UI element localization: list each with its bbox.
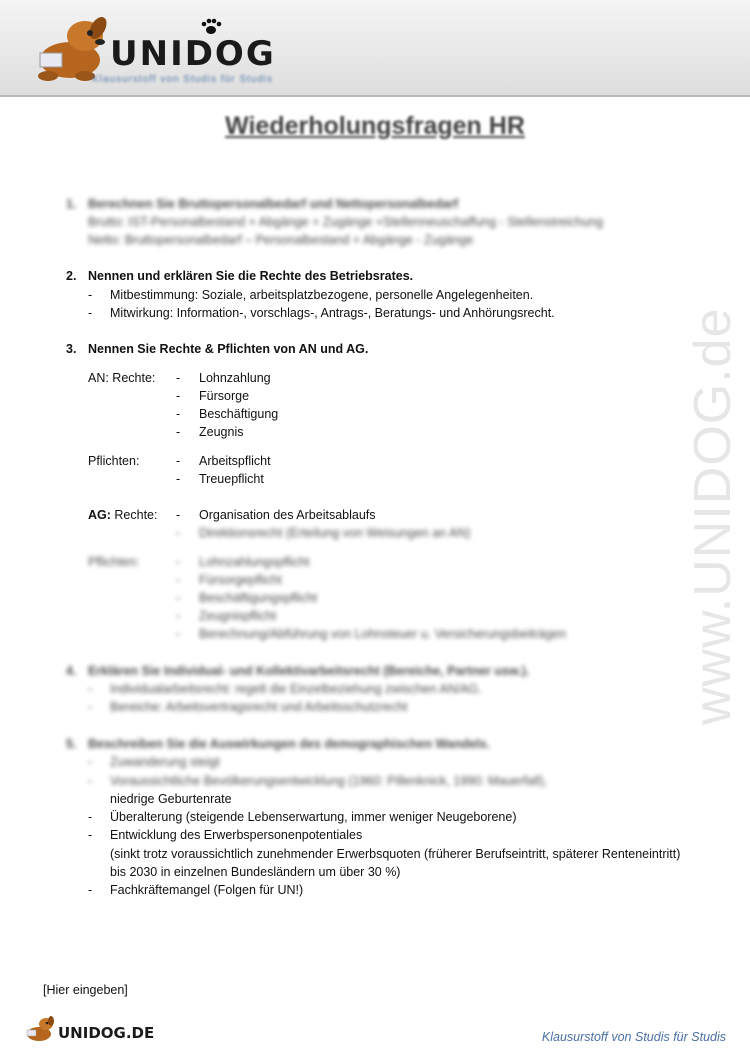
- q2-heading: Nennen und erklären Sie die Rechte des Betriebsrates.: [88, 269, 414, 283]
- dog-logo-icon: [30, 8, 120, 84]
- an-recht-item: Lohnzahlung: [199, 371, 271, 385]
- footer-tagline: Klausurstoff von Studis für Studis: [541, 1030, 726, 1044]
- ag-label: AG:: [88, 508, 111, 522]
- ag-rechte-word: Rechte:: [110, 508, 158, 522]
- an-recht-item: Beschäftigung: [199, 407, 279, 421]
- bullet-dash: -: [176, 371, 181, 385]
- q5-item: Fachkräftemangel (Folgen für UN!): [110, 883, 304, 897]
- q3-heading: Nennen Sie Rechte & Pflichten von AN und AG.: [88, 342, 369, 356]
- q5-item: Entwicklung des Erwerbspersonenpotentiales: [110, 828, 363, 842]
- bullet-dash: -: [176, 454, 181, 468]
- bullet-dash: -: [176, 591, 181, 605]
- q4-item: Individualarbeitsrecht: regelt die Einzelbeziehung zwischen AN/AG.: [110, 682, 482, 696]
- dog-logo-icon: [24, 1014, 58, 1044]
- q2-number: 2.: [66, 269, 77, 283]
- ag-recht-item: Organisation des Arbeitsablaufs: [199, 508, 376, 522]
- ag-rechte-label: [88, 507, 157, 523]
- bullet-dash: -: [176, 508, 181, 522]
- q5-number: 5.: [66, 737, 77, 751]
- bullet-dash: -: [176, 609, 181, 623]
- bullet-dash: -: [176, 555, 181, 569]
- an-recht-item: Fürsorge: [199, 389, 250, 403]
- q5-item: Voraussichtliche Bevölkerungsentwicklung (1960: Pillenknick, 1990: Mauerfall),: [110, 774, 548, 788]
- bullet-dash: -: [88, 883, 93, 897]
- page-header: [0, 0, 750, 97]
- an-rechte-label: AN: Rechte:: [88, 371, 156, 385]
- bullet-dash: -: [88, 288, 93, 302]
- bullet-dash: -: [88, 306, 93, 320]
- q4-item: Bereiche: Arbeitsvertragsrecht und Arbeitsschutzrecht: [110, 700, 408, 714]
- bullet-dash: -: [88, 810, 93, 824]
- bullet-dash: -: [88, 700, 93, 714]
- ag-pflicht-item: Berechnung/Abführung von Lohnsteuer u. Versicherungsbeiträgen: [199, 627, 566, 641]
- q5-item-continuation: (sinkt trotz voraussichtlich zunehmender Erwerbsquoten (früherer Berufseintritt, späterer Renteneintritt): [110, 847, 681, 861]
- ag-recht-item: Direktionsrecht (Erteilung von Weisungen an AN): [199, 526, 471, 540]
- q5-item: Zuwanderung steigt: [110, 755, 220, 769]
- brand-name: UNIDOG: [110, 34, 276, 74]
- bullet-dash: -: [176, 472, 181, 486]
- ag-pflicht-item: Zeugnispflicht: [199, 609, 277, 623]
- bullet-dash: -: [88, 755, 93, 769]
- q1-line-1: Brutto: IST-Personalbestand + Abgänge + Zugänge +Stellenneuschaffung - Stellenstreichung: [88, 215, 604, 229]
- bullet-dash: -: [88, 682, 93, 696]
- bullet-dash: -: [176, 389, 181, 403]
- bullet-dash: -: [88, 774, 93, 788]
- q1-number: 1.: [66, 197, 77, 211]
- ag-pflicht-item: Lohnzahlungspflicht: [199, 555, 310, 569]
- q4-number: 4.: [66, 664, 77, 678]
- bullet-dash: -: [176, 627, 181, 641]
- q1-line-2: Netto: Bruttopersonalbedarf – Personalbestand + Abgänge - Zugänge: [88, 233, 474, 247]
- bullet-dash: -: [176, 425, 181, 439]
- placeholder-field[interactable]: [Hier eingeben]: [43, 983, 128, 997]
- an-pflicht-item: Treuepflicht: [199, 472, 264, 486]
- bullet-dash: -: [88, 828, 93, 842]
- bullet-dash: -: [176, 526, 181, 540]
- q5-item-continuation: niedrige Geburtenrate: [110, 792, 232, 806]
- ag-pflicht-item: Fürsorgepflicht: [199, 573, 282, 587]
- q2-item: Mitbestimmung: Soziale, arbeitsplatzbezogene, personelle Angelegenheiten.: [110, 288, 534, 302]
- page-title: Wiederholungsfragen HR: [225, 112, 525, 140]
- q3-number: 3.: [66, 342, 77, 356]
- header-tagline: Klausurstoff von Studis für Studis: [92, 74, 274, 85]
- an-pflichten-label: Pflichten:: [88, 454, 140, 468]
- q5-item: Überalterung (steigende Lebenserwartung, immer weniger Neugeborene): [110, 810, 517, 824]
- bullet-dash: -: [176, 573, 181, 587]
- an-pflicht-item: Arbeitspflicht: [199, 454, 271, 468]
- footer-brand: UNIDOG.DE: [58, 1024, 155, 1042]
- q1-heading: Berechnen Sie Bruttopersonalbedarf und Nettopersonalbedarf: [88, 197, 459, 211]
- ag-pflicht-item: Beschäftigungspflicht: [199, 591, 318, 605]
- q4-heading: Erklären Sie Individual- und Kollektivarbeitsrecht (Bereiche, Partner usw.).: [88, 664, 530, 678]
- q5-item-continuation: bis 2030 in einzelnen Bundesländern um über 30 %): [110, 865, 401, 879]
- watermark: www.UNIDOG.de: [684, 307, 742, 725]
- an-recht-item: Zeugnis: [199, 425, 244, 439]
- q2-item: Mitwirkung: Information-, vorschlags-, Antrags-, Beratungs- und Anhörungsrecht.: [110, 306, 555, 320]
- q5-heading: Beschreiben Sie die Auswirkungen des demographischen Wandels.: [88, 737, 490, 751]
- ag-pflichten-label: Pflichten:: [88, 555, 140, 569]
- bullet-dash: -: [176, 407, 181, 421]
